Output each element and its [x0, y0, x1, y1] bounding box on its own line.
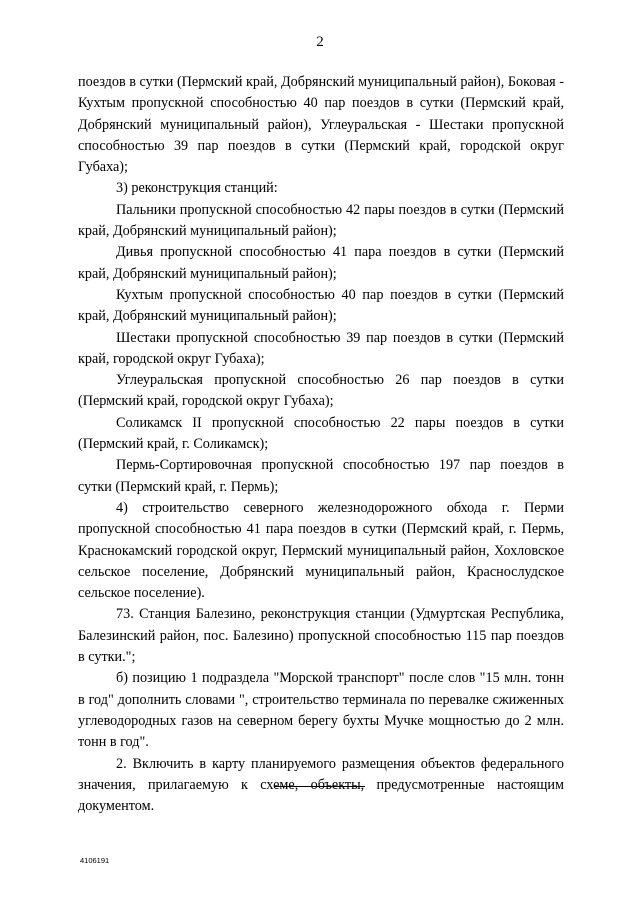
paragraph-include-in-map: 2. Включить в карту планируемого размещения объектов федерального значения, прилагаемую к схеме, объекты, предусмотренные настоящим документом. — [78, 755, 564, 815]
document-code: 4106191 — [80, 856, 110, 865]
paragraph-station-reconstruction-heading: 3) реконструкция станций: — [116, 180, 278, 197]
paragraph-palniki: Пальники пропускной способностью 42 пары поездов в сутки (Пермский край, Добрянский муниципальный район); — [78, 201, 564, 240]
page-number: 2 — [316, 34, 324, 50]
paragraph-kukhtym: Кухтым пропускной способностью 40 пар поездов в сутки (Пермский край, Добрянский муниципальный район); — [78, 286, 564, 325]
paragraph-continuation: поездов в сутки (Пермский край, Добрянский муниципальный район), Боковая - Кухтым пропускной способностью 40 пар поездов в сутки (Пермский край, Добрянский муниципальный район), Углеуральская - Шестаки пропускной способностью 39 пар поездов в сутки (Пермский край, городской округ Губаха); — [78, 74, 564, 176]
paragraph-ugleuralskaya: Углеуральская пропускной способностью 26 пар поездов в сутки (Пермский край, городской округ Губаха); — [78, 372, 564, 410]
paragraph-divya: Дивья пропускной способностью 41 пара поездов в сутки (Пермский край, Добрянский муниципальный район); — [78, 244, 564, 282]
paragraph-maritime-transport: б) позицию 1 подраздела "Морской транспорт" после слов "15 млн. тонн в год" дополнить словами ", строительство терминала по перевалке сжиженных углеводородных газов на северном берегу бухты Мучке мощностью до 2 млн. тонн в год". — [78, 670, 564, 751]
paragraph-balezino: 73. Станция Балезино, реконструкция станции (Удмуртская Республика, Балезинский район, пос. Балезино) пропускной способностью 115 пар поездов в сутки."; — [78, 606, 564, 666]
document-body — [78, 72, 564, 817]
paragraph-shestaki: Шестаки пропускной способностью 39 пар поездов в сутки (Пермский край, городской округ Губаха); — [78, 329, 564, 367]
paragraph-northern-bypass: 4) строительство северного железнодорожного обхода г. Перми пропускной способностью 41 пара поездов в сутки (Пермский край, г. Пермь, Краснокамский городской округ, Пермский муниципальный район, Хохловское сельское поселение, Добрянский муниципальный район, Краснослудское сельское поселение). — [78, 499, 564, 602]
end-separator-line — [275, 786, 365, 787]
paragraph-solikamsk: Соликамск II пропускной способностью 22 пары поездов в сутки (Пермский край, г. Соликамск); — [78, 414, 564, 453]
paragraph-perm-sortirovochnaya: Пермь-Сортировочная пропускной способностью 197 пар поездов в сутки (Пермский край, г. Пермь); — [78, 457, 564, 495]
